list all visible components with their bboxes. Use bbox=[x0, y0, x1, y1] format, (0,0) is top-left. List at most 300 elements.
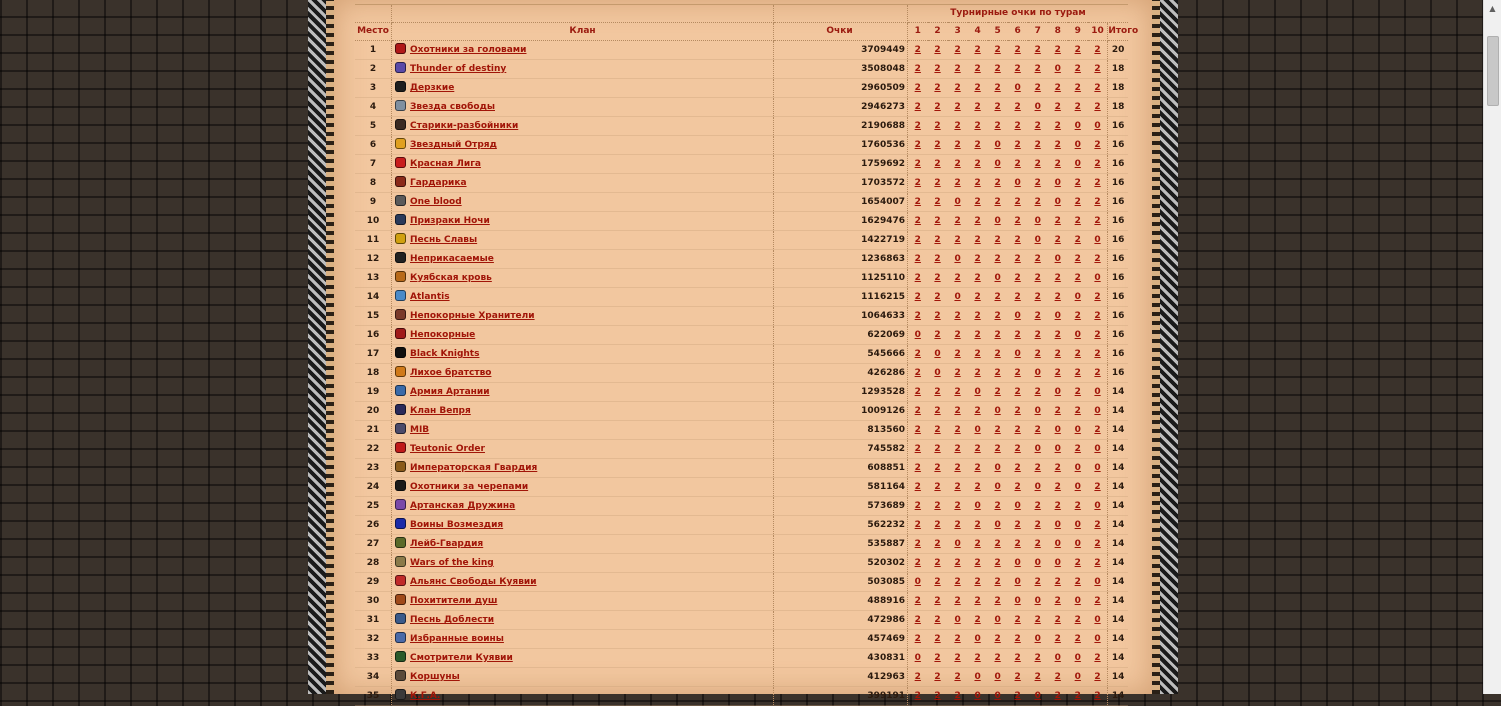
round-points-link[interactable]: 2 bbox=[914, 425, 921, 435]
round-points-link[interactable]: 2 bbox=[914, 501, 921, 511]
round-points-link[interactable]: 2 bbox=[934, 672, 941, 682]
round-points-link[interactable]: 2 bbox=[914, 140, 921, 150]
clan-link[interactable]: Воины Возмездия bbox=[410, 520, 504, 530]
round-points-link[interactable]: 2 bbox=[1094, 558, 1101, 568]
round-points-link[interactable]: 2 bbox=[994, 64, 1001, 74]
round-points-link[interactable]: 2 bbox=[914, 463, 921, 473]
round-points-link[interactable]: 2 bbox=[974, 558, 981, 568]
round-points-link[interactable]: 2 bbox=[954, 64, 961, 74]
round-points-link[interactable]: 2 bbox=[954, 121, 961, 131]
clan-link[interactable]: Охотники за головами bbox=[410, 45, 527, 55]
round-points-link[interactable]: 0 bbox=[1074, 425, 1081, 435]
round-points-link[interactable]: 0 bbox=[1094, 273, 1101, 283]
round-points-link[interactable]: 2 bbox=[974, 197, 981, 207]
round-points-link[interactable]: 0 bbox=[1054, 539, 1061, 549]
round-points-link[interactable]: 2 bbox=[954, 330, 961, 340]
round-points-link[interactable]: 2 bbox=[1014, 45, 1021, 55]
clan-emblem-icon[interactable] bbox=[395, 575, 406, 586]
round-points-link[interactable]: 2 bbox=[1074, 178, 1081, 188]
round-points-link[interactable]: 2 bbox=[974, 615, 981, 625]
round-points-link[interactable]: 2 bbox=[974, 311, 981, 321]
round-points-link[interactable]: 0 bbox=[1034, 368, 1041, 378]
round-points-link[interactable]: 2 bbox=[994, 368, 1001, 378]
round-points-link[interactable]: 2 bbox=[1014, 292, 1021, 302]
round-points-link[interactable]: 2 bbox=[1014, 444, 1021, 454]
round-points-link[interactable]: 2 bbox=[994, 501, 1001, 511]
clan-link[interactable]: Похитители душ bbox=[410, 596, 498, 606]
round-points-link[interactable]: 2 bbox=[934, 140, 941, 150]
round-points-link[interactable]: 2 bbox=[974, 520, 981, 530]
round-points-link[interactable]: 2 bbox=[1034, 311, 1041, 321]
clan-link[interactable]: Wars of the king bbox=[410, 558, 494, 568]
round-points-link[interactable]: 2 bbox=[1014, 539, 1021, 549]
round-points-link[interactable]: 2 bbox=[974, 330, 981, 340]
round-points-link[interactable]: 2 bbox=[934, 178, 941, 188]
round-points-link[interactable]: 0 bbox=[1034, 634, 1041, 644]
round-points-link[interactable]: 2 bbox=[954, 273, 961, 283]
round-points-link[interactable]: 0 bbox=[1054, 653, 1061, 663]
round-points-link[interactable]: 2 bbox=[974, 292, 981, 302]
clan-link[interactable]: Песнь Доблести bbox=[410, 615, 495, 625]
round-points-link[interactable]: 2 bbox=[914, 691, 921, 701]
clan-emblem-icon[interactable] bbox=[395, 214, 406, 225]
clan-link[interactable]: Смотрители Куявии bbox=[410, 653, 513, 663]
round-points-link[interactable]: 2 bbox=[1054, 615, 1061, 625]
round-points-link[interactable]: 0 bbox=[1094, 406, 1101, 416]
round-points-link[interactable]: 2 bbox=[1094, 596, 1101, 606]
round-points-link[interactable]: 0 bbox=[1054, 178, 1061, 188]
round-points-link[interactable]: 2 bbox=[914, 539, 921, 549]
clan-link[interactable]: MIB bbox=[410, 425, 430, 435]
clan-emblem-icon[interactable] bbox=[395, 385, 406, 396]
round-points-link[interactable]: 2 bbox=[1054, 235, 1061, 245]
round-points-link[interactable]: 2 bbox=[934, 197, 941, 207]
round-points-link[interactable]: 2 bbox=[1034, 273, 1041, 283]
round-points-link[interactable]: 0 bbox=[994, 615, 1001, 625]
round-points-link[interactable]: 2 bbox=[934, 292, 941, 302]
round-points-link[interactable]: 2 bbox=[1054, 159, 1061, 169]
round-points-link[interactable]: 2 bbox=[954, 45, 961, 55]
round-points-link[interactable]: 2 bbox=[1014, 463, 1021, 473]
round-points-link[interactable]: 2 bbox=[1054, 634, 1061, 644]
clan-emblem-icon[interactable] bbox=[395, 347, 406, 358]
round-points-link[interactable]: 2 bbox=[1014, 653, 1021, 663]
round-points-link[interactable]: 0 bbox=[1034, 406, 1041, 416]
round-points-link[interactable]: 2 bbox=[1094, 197, 1101, 207]
round-points-link[interactable]: 2 bbox=[1034, 653, 1041, 663]
round-points-link[interactable]: 2 bbox=[1014, 520, 1021, 530]
round-points-link[interactable]: 2 bbox=[934, 691, 941, 701]
clan-emblem-icon[interactable] bbox=[395, 81, 406, 92]
round-points-link[interactable]: 2 bbox=[1074, 349, 1081, 359]
round-points-link[interactable]: 2 bbox=[934, 83, 941, 93]
round-points-link[interactable]: 0 bbox=[1034, 482, 1041, 492]
round-points-link[interactable]: 2 bbox=[974, 178, 981, 188]
round-points-link[interactable]: 0 bbox=[1094, 387, 1101, 397]
round-points-link[interactable]: 2 bbox=[994, 596, 1001, 606]
round-points-link[interactable]: 2 bbox=[1034, 425, 1041, 435]
round-points-link[interactable]: 2 bbox=[1014, 634, 1021, 644]
round-points-link[interactable]: 2 bbox=[1054, 577, 1061, 587]
round-points-link[interactable]: 2 bbox=[1094, 691, 1101, 701]
round-points-link[interactable]: 2 bbox=[1094, 349, 1101, 359]
round-points-link[interactable]: 2 bbox=[954, 463, 961, 473]
round-points-link[interactable]: 2 bbox=[934, 330, 941, 340]
round-points-link[interactable]: 2 bbox=[954, 577, 961, 587]
round-points-link[interactable]: 2 bbox=[914, 349, 921, 359]
round-points-link[interactable]: 2 bbox=[1034, 577, 1041, 587]
clan-emblem-icon[interactable] bbox=[395, 518, 406, 529]
clan-emblem-icon[interactable] bbox=[395, 404, 406, 415]
clan-link[interactable]: Звездный Отряд bbox=[410, 140, 497, 150]
round-points-link[interactable]: 2 bbox=[1074, 197, 1081, 207]
round-points-link[interactable]: 2 bbox=[1034, 45, 1041, 55]
round-points-link[interactable]: 2 bbox=[1054, 672, 1061, 682]
round-points-link[interactable]: 0 bbox=[1074, 140, 1081, 150]
round-points-link[interactable]: 2 bbox=[934, 634, 941, 644]
clan-emblem-icon[interactable] bbox=[395, 100, 406, 111]
round-points-link[interactable]: 2 bbox=[1014, 406, 1021, 416]
clan-emblem-icon[interactable] bbox=[395, 157, 406, 168]
round-points-link[interactable]: 2 bbox=[934, 64, 941, 74]
round-points-link[interactable]: 2 bbox=[994, 634, 1001, 644]
round-points-link[interactable]: 2 bbox=[934, 425, 941, 435]
round-points-link[interactable]: 2 bbox=[994, 178, 1001, 188]
round-points-link[interactable]: 0 bbox=[994, 406, 1001, 416]
round-points-link[interactable]: 2 bbox=[1094, 254, 1101, 264]
round-points-link[interactable]: 0 bbox=[974, 691, 981, 701]
round-points-link[interactable]: 2 bbox=[1094, 292, 1101, 302]
scrollbar-thumb[interactable] bbox=[1487, 36, 1499, 106]
round-points-link[interactable]: 2 bbox=[1054, 596, 1061, 606]
round-points-link[interactable]: 2 bbox=[994, 292, 1001, 302]
round-points-link[interactable]: 0 bbox=[994, 216, 1001, 226]
round-points-link[interactable]: 0 bbox=[994, 482, 1001, 492]
round-points-link[interactable]: 0 bbox=[1074, 596, 1081, 606]
clan-link[interactable]: Black Knights bbox=[410, 349, 480, 359]
round-points-link[interactable]: 2 bbox=[1014, 482, 1021, 492]
round-points-link[interactable]: 0 bbox=[954, 539, 961, 549]
round-points-link[interactable]: 2 bbox=[914, 197, 921, 207]
round-points-link[interactable]: 0 bbox=[1034, 216, 1041, 226]
clan-emblem-icon[interactable] bbox=[395, 689, 406, 700]
round-points-link[interactable]: 2 bbox=[934, 577, 941, 587]
clan-emblem-icon[interactable] bbox=[395, 537, 406, 548]
round-points-link[interactable]: 2 bbox=[934, 254, 941, 264]
round-points-link[interactable]: 0 bbox=[1074, 463, 1081, 473]
round-points-link[interactable]: 0 bbox=[1074, 330, 1081, 340]
round-points-link[interactable]: 0 bbox=[1014, 83, 1021, 93]
round-points-link[interactable]: 2 bbox=[1074, 235, 1081, 245]
round-points-link[interactable]: 0 bbox=[1054, 254, 1061, 264]
clan-emblem-icon[interactable] bbox=[395, 670, 406, 681]
round-points-link[interactable]: 2 bbox=[1074, 634, 1081, 644]
clan-link[interactable]: Непокорные Хранители bbox=[410, 311, 535, 321]
clan-link[interactable]: Клан Вепря bbox=[410, 406, 471, 416]
round-points-link[interactable]: 2 bbox=[914, 121, 921, 131]
round-points-link[interactable]: 2 bbox=[1094, 140, 1101, 150]
round-points-link[interactable]: 0 bbox=[994, 520, 1001, 530]
round-points-link[interactable]: 2 bbox=[1094, 83, 1101, 93]
round-points-link[interactable]: 2 bbox=[914, 482, 921, 492]
round-points-link[interactable]: 2 bbox=[954, 653, 961, 663]
round-points-link[interactable]: 2 bbox=[1014, 273, 1021, 283]
round-points-link[interactable]: 2 bbox=[914, 45, 921, 55]
round-points-link[interactable]: 2 bbox=[1074, 691, 1081, 701]
round-points-link[interactable]: 0 bbox=[1014, 349, 1021, 359]
round-points-link[interactable]: 2 bbox=[1034, 349, 1041, 359]
round-points-link[interactable]: 2 bbox=[954, 482, 961, 492]
clan-link[interactable]: One blood bbox=[410, 197, 462, 207]
round-points-link[interactable]: 0 bbox=[994, 159, 1001, 169]
round-points-link[interactable]: 2 bbox=[1034, 539, 1041, 549]
round-points-link[interactable]: 0 bbox=[1074, 292, 1081, 302]
clan-link[interactable]: Красная Лига bbox=[410, 159, 481, 169]
clan-link[interactable]: Артанская Дружина bbox=[410, 501, 516, 511]
round-points-link[interactable]: 2 bbox=[1034, 140, 1041, 150]
round-points-link[interactable]: 2 bbox=[1034, 83, 1041, 93]
clan-emblem-icon[interactable] bbox=[395, 271, 406, 282]
round-points-link[interactable]: 2 bbox=[974, 577, 981, 587]
round-points-link[interactable]: 2 bbox=[1054, 406, 1061, 416]
round-points-link[interactable]: 0 bbox=[954, 197, 961, 207]
round-points-link[interactable]: 2 bbox=[914, 596, 921, 606]
round-points-link[interactable]: 0 bbox=[1054, 444, 1061, 454]
round-points-link[interactable]: 2 bbox=[1074, 45, 1081, 55]
clan-emblem-icon[interactable] bbox=[395, 176, 406, 187]
round-points-link[interactable]: 0 bbox=[1094, 615, 1101, 625]
round-points-link[interactable]: 0 bbox=[1094, 577, 1101, 587]
clan-link[interactable]: Звезда свободы bbox=[410, 102, 495, 112]
round-points-link[interactable]: 0 bbox=[1014, 577, 1021, 587]
round-points-link[interactable]: 2 bbox=[994, 425, 1001, 435]
round-points-link[interactable]: 0 bbox=[1054, 425, 1061, 435]
clan-emblem-icon[interactable] bbox=[395, 309, 406, 320]
clan-emblem-icon[interactable] bbox=[395, 252, 406, 263]
round-points-link[interactable]: 2 bbox=[1054, 501, 1061, 511]
clan-link[interactable]: Гардарика bbox=[410, 178, 467, 188]
round-points-link[interactable]: 2 bbox=[1054, 83, 1061, 93]
clan-link[interactable]: Армия Артании bbox=[410, 387, 490, 397]
round-points-link[interactable]: 0 bbox=[1074, 520, 1081, 530]
round-points-link[interactable]: 2 bbox=[974, 140, 981, 150]
round-points-link[interactable]: 2 bbox=[994, 121, 1001, 131]
round-points-link[interactable]: 2 bbox=[914, 634, 921, 644]
round-points-link[interactable]: 2 bbox=[1034, 292, 1041, 302]
round-points-link[interactable]: 2 bbox=[1074, 406, 1081, 416]
round-points-link[interactable]: 2 bbox=[994, 254, 1001, 264]
round-points-link[interactable]: 0 bbox=[974, 501, 981, 511]
round-points-link[interactable]: 0 bbox=[1034, 691, 1041, 701]
round-points-link[interactable]: 2 bbox=[974, 159, 981, 169]
round-points-link[interactable]: 2 bbox=[934, 463, 941, 473]
round-points-link[interactable]: 2 bbox=[934, 653, 941, 663]
clan-emblem-icon[interactable] bbox=[395, 442, 406, 453]
clan-link[interactable]: Дерзкие bbox=[410, 83, 455, 93]
round-points-link[interactable]: 2 bbox=[914, 520, 921, 530]
round-points-link[interactable]: 0 bbox=[1094, 463, 1101, 473]
round-points-link[interactable]: 2 bbox=[914, 235, 921, 245]
round-points-link[interactable]: 2 bbox=[994, 349, 1001, 359]
round-points-link[interactable]: 2 bbox=[934, 235, 941, 245]
round-points-link[interactable]: 2 bbox=[1074, 387, 1081, 397]
round-points-link[interactable]: 2 bbox=[934, 501, 941, 511]
round-points-link[interactable]: 0 bbox=[1014, 501, 1021, 511]
round-points-link[interactable]: 2 bbox=[954, 425, 961, 435]
round-points-link[interactable]: 2 bbox=[954, 140, 961, 150]
round-points-link[interactable]: 2 bbox=[954, 235, 961, 245]
round-points-link[interactable]: 0 bbox=[1014, 558, 1021, 568]
round-points-link[interactable]: 2 bbox=[1054, 216, 1061, 226]
round-points-link[interactable]: 0 bbox=[1094, 444, 1101, 454]
round-points-link[interactable]: 2 bbox=[1054, 330, 1061, 340]
round-points-link[interactable]: 2 bbox=[934, 102, 941, 112]
round-points-link[interactable]: 2 bbox=[954, 368, 961, 378]
clan-emblem-icon[interactable] bbox=[395, 594, 406, 605]
round-points-link[interactable]: 2 bbox=[994, 102, 1001, 112]
round-points-link[interactable]: 0 bbox=[1094, 121, 1101, 131]
round-points-link[interactable]: 2 bbox=[994, 539, 1001, 549]
round-points-link[interactable]: 2 bbox=[954, 444, 961, 454]
clan-emblem-icon[interactable] bbox=[395, 480, 406, 491]
round-points-link[interactable]: 2 bbox=[1094, 311, 1101, 321]
clan-link[interactable]: Призраки Ночи bbox=[410, 216, 490, 226]
round-points-link[interactable]: 2 bbox=[974, 596, 981, 606]
round-points-link[interactable]: 2 bbox=[914, 273, 921, 283]
round-points-link[interactable]: 2 bbox=[954, 83, 961, 93]
round-points-link[interactable]: 2 bbox=[1014, 197, 1021, 207]
round-points-link[interactable]: 2 bbox=[974, 368, 981, 378]
round-points-link[interactable]: 2 bbox=[974, 64, 981, 74]
round-points-link[interactable]: 2 bbox=[1094, 672, 1101, 682]
round-points-link[interactable]: 2 bbox=[1074, 83, 1081, 93]
round-points-link[interactable]: 2 bbox=[914, 311, 921, 321]
round-points-link[interactable]: 0 bbox=[934, 349, 941, 359]
round-points-link[interactable]: 2 bbox=[1054, 45, 1061, 55]
round-points-link[interactable]: 2 bbox=[974, 235, 981, 245]
round-points-link[interactable]: 2 bbox=[1054, 463, 1061, 473]
round-points-link[interactable]: 2 bbox=[954, 634, 961, 644]
round-points-link[interactable]: 0 bbox=[914, 330, 921, 340]
round-points-link[interactable]: 2 bbox=[974, 463, 981, 473]
round-points-link[interactable]: 0 bbox=[954, 615, 961, 625]
round-points-link[interactable]: 0 bbox=[1074, 539, 1081, 549]
round-points-link[interactable]: 2 bbox=[934, 216, 941, 226]
round-points-link[interactable]: 2 bbox=[914, 292, 921, 302]
page-scrollbar[interactable] bbox=[1483, 0, 1501, 694]
round-points-link[interactable]: 2 bbox=[954, 349, 961, 359]
clan-link[interactable]: Teutonic Order bbox=[410, 444, 485, 454]
round-points-link[interactable]: 0 bbox=[1054, 520, 1061, 530]
clan-emblem-icon[interactable] bbox=[395, 651, 406, 662]
round-points-link[interactable]: 0 bbox=[1074, 121, 1081, 131]
round-points-link[interactable]: 2 bbox=[1014, 235, 1021, 245]
round-points-link[interactable]: 2 bbox=[954, 596, 961, 606]
round-points-link[interactable]: 2 bbox=[1094, 520, 1101, 530]
round-points-link[interactable]: 2 bbox=[1054, 368, 1061, 378]
round-points-link[interactable]: 2 bbox=[1014, 121, 1021, 131]
round-points-link[interactable]: 2 bbox=[934, 45, 941, 55]
round-points-link[interactable]: 0 bbox=[1074, 653, 1081, 663]
round-points-link[interactable]: 2 bbox=[974, 216, 981, 226]
clan-emblem-icon[interactable] bbox=[395, 366, 406, 377]
round-points-link[interactable]: 2 bbox=[934, 159, 941, 169]
clan-emblem-icon[interactable] bbox=[395, 556, 406, 567]
round-points-link[interactable]: 2 bbox=[1034, 672, 1041, 682]
round-points-link[interactable]: 2 bbox=[1054, 292, 1061, 302]
clan-emblem-icon[interactable] bbox=[395, 233, 406, 244]
clan-link[interactable]: Лихое братство bbox=[410, 368, 492, 378]
round-points-link[interactable]: 2 bbox=[914, 216, 921, 226]
round-points-link[interactable]: 2 bbox=[914, 406, 921, 416]
round-points-link[interactable]: 2 bbox=[934, 615, 941, 625]
clan-link[interactable]: Альянс Свободы Куявии bbox=[410, 577, 537, 587]
round-points-link[interactable]: 0 bbox=[994, 273, 1001, 283]
round-points-link[interactable]: 2 bbox=[994, 653, 1001, 663]
clan-link[interactable]: Избранные воины bbox=[410, 634, 504, 644]
round-points-link[interactable]: 2 bbox=[994, 197, 1001, 207]
round-points-link[interactable]: 2 bbox=[1054, 273, 1061, 283]
round-points-link[interactable]: 2 bbox=[1034, 197, 1041, 207]
round-points-link[interactable]: 2 bbox=[994, 45, 1001, 55]
clan-emblem-icon[interactable] bbox=[395, 43, 406, 54]
round-points-link[interactable]: 2 bbox=[954, 387, 961, 397]
round-points-link[interactable]: 2 bbox=[1054, 349, 1061, 359]
round-points-link[interactable]: 2 bbox=[1014, 64, 1021, 74]
round-points-link[interactable]: 2 bbox=[954, 406, 961, 416]
round-points-link[interactable]: 2 bbox=[1074, 615, 1081, 625]
round-points-link[interactable]: 2 bbox=[974, 444, 981, 454]
clan-link[interactable]: Императорская Гвардия bbox=[410, 463, 538, 473]
round-points-link[interactable]: 0 bbox=[1034, 444, 1041, 454]
round-points-link[interactable]: 0 bbox=[954, 254, 961, 264]
round-points-link[interactable]: 0 bbox=[1054, 197, 1061, 207]
round-points-link[interactable]: 0 bbox=[954, 292, 961, 302]
round-points-link[interactable]: 2 bbox=[934, 387, 941, 397]
round-points-link[interactable]: 2 bbox=[934, 444, 941, 454]
round-points-link[interactable]: 2 bbox=[954, 311, 961, 321]
round-points-link[interactable]: 2 bbox=[914, 64, 921, 74]
round-points-link[interactable]: 2 bbox=[954, 102, 961, 112]
round-points-link[interactable]: 2 bbox=[1094, 653, 1101, 663]
round-points-link[interactable]: 2 bbox=[1094, 45, 1101, 55]
round-points-link[interactable]: 2 bbox=[934, 273, 941, 283]
round-points-link[interactable]: 0 bbox=[1074, 672, 1081, 682]
round-points-link[interactable]: 2 bbox=[1034, 615, 1041, 625]
round-points-link[interactable]: 2 bbox=[1094, 159, 1101, 169]
round-points-link[interactable]: 2 bbox=[934, 558, 941, 568]
round-points-link[interactable]: 2 bbox=[1054, 102, 1061, 112]
round-points-link[interactable]: 2 bbox=[1054, 482, 1061, 492]
round-points-link[interactable]: 2 bbox=[994, 235, 1001, 245]
round-points-link[interactable]: 2 bbox=[1074, 558, 1081, 568]
round-points-link[interactable]: 2 bbox=[974, 254, 981, 264]
round-points-link[interactable]: 0 bbox=[1054, 311, 1061, 321]
round-points-link[interactable]: 2 bbox=[1094, 64, 1101, 74]
round-points-link[interactable]: 2 bbox=[974, 273, 981, 283]
round-points-link[interactable]: 0 bbox=[1094, 634, 1101, 644]
round-points-link[interactable]: 0 bbox=[1094, 501, 1101, 511]
clan-link[interactable]: Непокорные bbox=[410, 330, 476, 340]
round-points-link[interactable]: 2 bbox=[1034, 330, 1041, 340]
round-points-link[interactable]: 0 bbox=[1074, 159, 1081, 169]
round-points-link[interactable]: 2 bbox=[914, 558, 921, 568]
clan-link[interactable]: К.Г.А. bbox=[410, 691, 441, 701]
round-points-link[interactable]: 0 bbox=[914, 577, 921, 587]
round-points-link[interactable]: 2 bbox=[974, 653, 981, 663]
round-points-link[interactable]: 2 bbox=[914, 83, 921, 93]
round-points-link[interactable]: 2 bbox=[1074, 64, 1081, 74]
